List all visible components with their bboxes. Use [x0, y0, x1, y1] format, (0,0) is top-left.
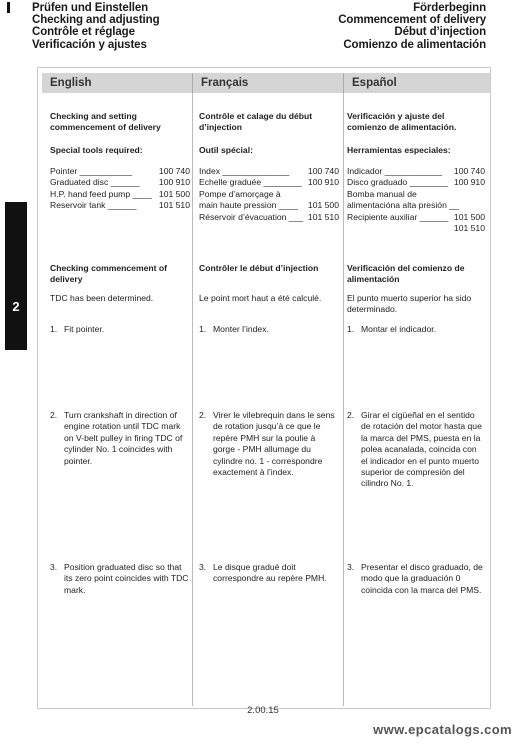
- step-number: 1.: [347, 324, 355, 334]
- tool-number: 100 910: [453, 177, 485, 188]
- step-text: Turn crankshaft in direction of engine rotation until TDC mark on V-belt pulley in firing TDC of cylinder No. 1 coincides with pointer.: [64, 410, 183, 466]
- francais-step: [199, 410, 339, 478]
- english-tools-heading: Special tools required:: [50, 145, 143, 155]
- corner-mark: [7, 2, 10, 13]
- tool-row: Pointer ___________ 100 740: [50, 166, 190, 176]
- step-text: Girar el cigüeñal en el sentido de rotación del motor hasta que la marca del PMS, puesta en la polea acanalada, coincida con el indicador en el punto muerto superior de compresión del cilindro No. 1.: [361, 410, 482, 489]
- espanol-tools-heading: Herramientas especiales:: [347, 145, 451, 155]
- tool-row: Index ______________ 100 740: [199, 166, 339, 176]
- tool-row: Echelle graduée ________ 100 910: [199, 177, 339, 188]
- tool-name: Recipiente auxiliar: [347, 211, 418, 222]
- francais-intro: Le point mort haut a été calculé.: [199, 293, 322, 303]
- english-check-heading: Checking commencement of delivery: [50, 263, 167, 285]
- tool-name: Pointer: [50, 166, 78, 176]
- section-tab-label: 2: [12, 299, 20, 314]
- header-left-fr: Contrôle et réglage: [32, 26, 135, 39]
- tool-number: 100 740: [158, 166, 190, 176]
- language-bar-francais: [192, 73, 343, 93]
- tool-number: 101 510: [307, 211, 339, 222]
- column-divider: [192, 93, 193, 706]
- tool-name: Réservoir d’évacuation: [199, 211, 287, 222]
- tool-name: H.P. hand feed pump: [50, 188, 131, 199]
- tool-name: Disco graduado: [347, 177, 408, 188]
- section-tab: [5, 202, 27, 350]
- tool-number: 100 740: [307, 166, 339, 176]
- tool-name: Pompe d’amorçage à: [199, 188, 281, 199]
- header-right-de: Förderbeginn: [413, 2, 486, 14]
- espanol-tools-list: [347, 166, 485, 234]
- espanol-step: [347, 562, 485, 596]
- step-text: Montar el indicador.: [361, 324, 436, 334]
- tool-number: 100 740: [453, 166, 485, 176]
- espanol-step: [347, 410, 485, 490]
- tool-name: Reservoir tank: [50, 200, 106, 211]
- english-title: Checking and setting commencement of delivery: [50, 111, 161, 133]
- step-number: 1.: [50, 324, 58, 334]
- francais-step: [199, 562, 339, 585]
- tool-row: Recipiente auxiliar ______ 101 510: [347, 211, 485, 234]
- tool-row: main haute pression ____ 101 500: [199, 200, 339, 211]
- tool-number: 101 500: [453, 211, 485, 222]
- step-number: 2.: [199, 410, 207, 420]
- step-number: 3.: [50, 562, 58, 572]
- francais-title: Contrôle et calage du début d’injection: [199, 111, 313, 133]
- tool-number: 101 510: [453, 223, 485, 234]
- header-left-de: Prüfen und Einstellen: [32, 2, 149, 14]
- step-text: Fit pointer.: [64, 324, 105, 334]
- step-text: Presentar el disco graduado, de modo que la graduación 0 coincida con la marca del PMS.: [361, 562, 483, 595]
- language-bar-english: [42, 73, 192, 93]
- english-tools-list: [50, 166, 190, 212]
- tool-row: alimentacióna alta presión __ 101 500: [347, 200, 485, 222]
- header-right-fr: Début d’injection: [394, 26, 486, 39]
- step-number: 1.: [199, 324, 207, 334]
- tool-row: H.P. hand feed pump ____ 101 500: [50, 188, 190, 199]
- page-number: 2.00.15: [247, 705, 279, 716]
- english-step: [50, 562, 190, 596]
- tool-number: 101 510: [158, 200, 190, 211]
- header-right-es: Comienzo de alimentación: [343, 38, 486, 51]
- espanol-intro: El punto muerto superior ha sido determinado.: [347, 293, 472, 315]
- header-left: [32, 2, 160, 51]
- tool-row: Disco graduado ________ 100 910: [347, 177, 485, 188]
- tool-number: 100 910: [158, 177, 190, 188]
- tool-name: Graduated disc: [50, 177, 109, 188]
- tool-name: alimentacióna alta presión: [347, 200, 447, 211]
- english-intro: TDC has been determined.: [50, 293, 154, 303]
- language-label-espanol: Español: [352, 77, 397, 89]
- step-text: Monter l’index.: [213, 324, 269, 334]
- tool-row: [347, 189, 485, 200]
- espanol-title: Verificación y ajuste del comienzo de alimentación.: [347, 111, 457, 133]
- language-bar-espanol: [343, 73, 490, 93]
- francais-check-heading: Contrôler le début d’injection: [199, 263, 319, 273]
- tool-number: 100 910: [307, 177, 339, 188]
- tool-name: Indicador: [347, 166, 383, 176]
- language-label-francais: Français: [201, 77, 249, 89]
- header-left-es: Verificación y ajustes: [32, 38, 147, 51]
- step-text: Position graduated disc so that its zero point coincides with TDC mark.: [64, 562, 189, 595]
- step-number: 2.: [347, 410, 355, 420]
- tool-name: Index: [199, 166, 221, 176]
- tool-row: [199, 189, 339, 200]
- tool-row: Graduated disc ______ 100 910: [50, 177, 190, 188]
- tool-row: Réservoir d’évacuation ___ 101 510: [199, 211, 339, 222]
- column-divider: [343, 93, 344, 706]
- francais-tools-list: [199, 166, 339, 223]
- header-right: [338, 2, 486, 51]
- step-text: Le disque gradué doit correspondre au repère PMH.: [213, 562, 327, 584]
- language-label-english: English: [50, 77, 92, 89]
- tool-number: 101 500: [158, 188, 190, 199]
- espanol-check-heading: Verificación del comienzo de alimentación: [347, 263, 465, 285]
- english-step: [50, 324, 190, 335]
- francais-tools-heading: Outil spécial:: [199, 145, 253, 155]
- step-number: 3.: [347, 562, 355, 572]
- espanol-step: [347, 324, 485, 335]
- content-frame: [37, 67, 491, 709]
- watermark-text: www.epcatalogs.com: [373, 722, 512, 737]
- step-text: Virer le vilebrequin dans le sens de rotation jusqu’à ce que le repère PMH sur la poulie à gorge - PMH allumage du cylindre no. 1 - correspondre exactement à l’index.: [213, 410, 335, 478]
- header-right-en: Commencement of delivery: [338, 14, 486, 27]
- francais-step: [199, 324, 339, 335]
- header-left-en: Checking and adjusting: [32, 14, 160, 27]
- tool-number: 101 500: [307, 200, 339, 211]
- tool-name: main haute pression: [199, 200, 277, 211]
- tool-name: Bomba manual de: [347, 188, 417, 199]
- tool-name: Echelle graduée: [199, 177, 262, 188]
- english-step: [50, 410, 190, 467]
- tool-row: Indicador ____________ 100 740: [347, 166, 485, 176]
- step-number: 2.: [50, 410, 58, 420]
- step-number: 3.: [199, 562, 207, 572]
- tool-row: Reservoir tank ______ 101 510: [50, 200, 190, 211]
